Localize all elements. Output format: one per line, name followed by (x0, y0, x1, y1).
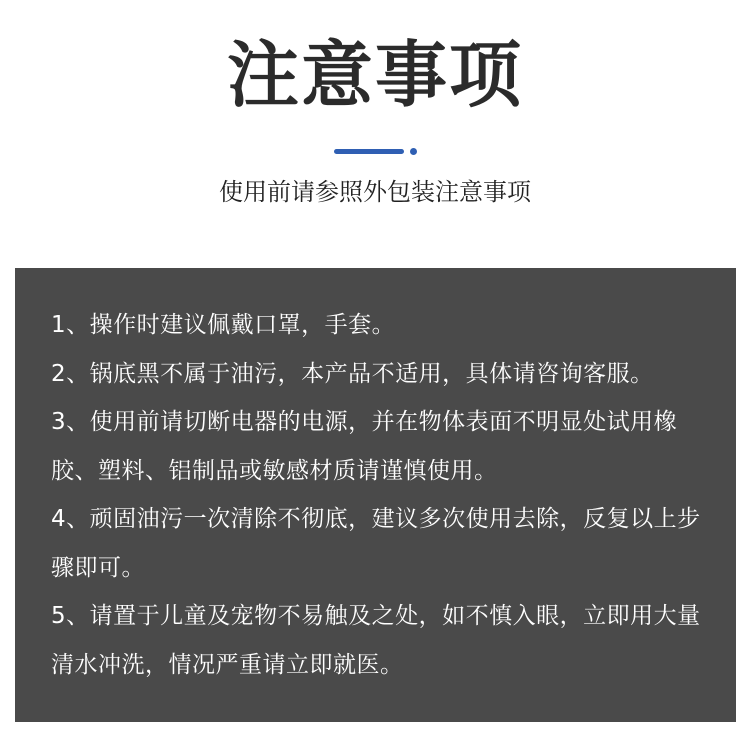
notes-panel (15, 268, 736, 722)
divider-bar (334, 149, 404, 154)
page-title: 注意事项 (226, 33, 523, 117)
note-item-3: 3、使用前请切断电器的电源，并在物体表面不明显处试用橡胶、塑料、铝制品或敏感材质请谨慎使用。 (51, 409, 678, 484)
divider-dot (410, 148, 417, 155)
note-item-1: 1、操作时建议佩戴口罩，手套。 (51, 312, 396, 338)
note-item-2: 2、锅底黑不属于油污，本产品不适用，具体请咨询客服。 (51, 360, 654, 387)
page-subtitle: 使用前请参照外包装注意事项 (219, 178, 531, 206)
notes-list (51, 301, 721, 689)
note-item-5: 5、请置于儿童及宠物不易触及之处，如不慎入眼，立即用大量清水冲洗，情况严重请立即就医。 (51, 603, 701, 678)
title-divider (334, 145, 424, 159)
note-item-4: 4、顽固油污一次清除不彻底，建议多次使用去除，反复以上步骤即可。 (51, 506, 701, 581)
